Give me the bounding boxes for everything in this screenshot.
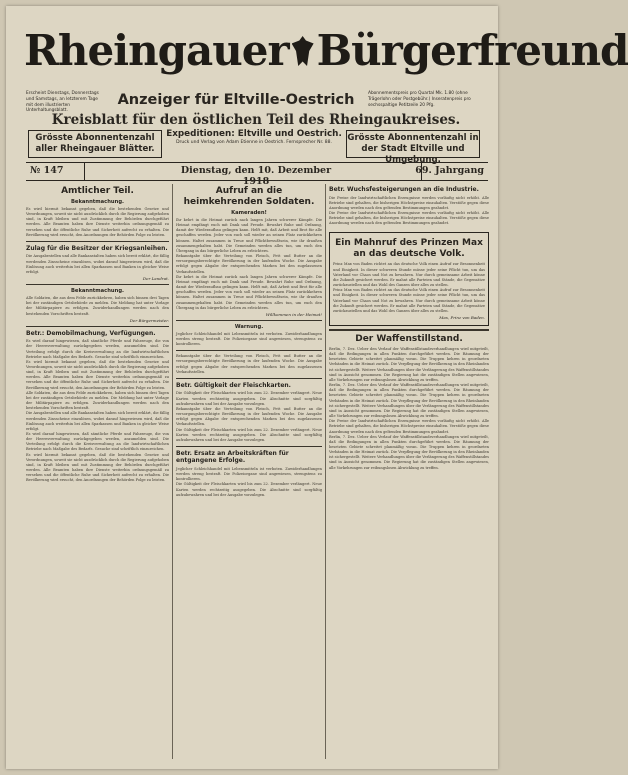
article-heading: Betr. Ersatz an Arbeitskräften für entgangene Erfolge. xyxy=(176,449,289,465)
article-text: Die Ausgabestellen und alle Bankanstalten haben sich bereit erklärt, die fällig werdenden Zinsscheine einzulösen, wobei darauf hingewiesen wird, daß die Einlösung auch weiterhin bei allen Sparkassen und Banken in gleicher Weise erfolgt. xyxy=(26,411,169,431)
box-right: Grösste Abonnentenzahl in der Stadt Eltville und Umgebung. xyxy=(346,130,480,158)
article-text: Alle Soldaten, die aus dem Felde zurückkehren, haben sich binnen drei Tagen bei der zuständigen Ortsbehörde zu melden. Die Meldung hat unter Vorlage der Militärpapiere zu erfolgen. Zuwiderhandlungen werden nach den bestehenden Vorschriften bestraft. xyxy=(26,390,169,411)
masthead-subtitle: Anzeiger für Eltville-Oestrich xyxy=(117,92,355,108)
article-heading: Ein Mahnruf des Prinzen Max an das deutsche Volk. xyxy=(335,238,483,260)
article-text: Ihr kehrt in die Heimat zurück nach langen Jahren schwerer Kämpfe. Die Heimat empfängt euch mit Dank und Freude. Bewahrt Ruhe und Ordnung, damit der Wiederaufbau gelingen kann. Helft mit, daß Arbeit und Brot für alle geschaffen werden. Jeder von euch soll wieder an seinen Platz zurückkehren können. Haltet zusammen in Treue und Pflichtbewußtsein, wie ihr draußen zusammengehalten habt. Die Gemeinden werden alles tun, um euch den Übergang in das bürgerliche Leben zu erleichtern. xyxy=(176,274,322,310)
article-heading: Zulag für die Besitzer der Kriegsanleihen. xyxy=(26,244,168,252)
divider xyxy=(26,241,169,242)
issue-number: № 147 xyxy=(30,165,64,176)
title-right: Bürgerfreund xyxy=(316,26,628,75)
article-subheading: Bekanntmachung. xyxy=(70,288,125,295)
article-text: Die Gültigkeit der Fleischkarten wird bis zum 22. Dezember verlängert. Neue Karten werden rechtzeitig ausgegeben. Die Abschnitte sind sorgfältig aufzubewahren und bei der Ausgabe vorzulegen. xyxy=(176,391,322,406)
article-text: Die Gültigkeit der Fleischkarten wird bis zum 22. Dezember verlängert. Neue Karten werden rechtzeitig ausgegeben. Die Abschnitte sind sorgfältig aufzubewahren und bei der Ausgabe vorzulegen. xyxy=(176,482,322,497)
divider xyxy=(176,320,322,321)
article-text: Jeglicher Schleichhandel mit Lebensmitteln ist verboten. Zuwiderhandlungen werden streng bestraft. Die Polizeiorgane sind angewiesen, strengstens zu kontrollieren. xyxy=(176,466,322,482)
issue-date: Dienstag, den 10. Dezember 1918 xyxy=(180,165,332,187)
column-1 xyxy=(26,184,169,759)
article-subheading: Kameraden! xyxy=(231,210,267,216)
divider xyxy=(176,446,322,447)
masthead-title xyxy=(24,20,628,79)
article-heading: Aufruf an die heimkehrenden Soldaten. xyxy=(183,186,315,207)
article-text: Es wird hiermit bekannt gegeben, daß die bestehenden Gesetze und Verordnungen, soweit sie nicht ausdrücklich durch die Regierung aufgehoben sind, in Kraft bleiben und mit Zustimmung der Behörden durchgeführt werden. Alle Beamten haben ihre Dienste weiterhin ordnungsgemäß zu versehen und die öffentliche Ruhe und Sicherheit aufrecht zu erhalten. Die Bevölkerung wird ersucht, den Anordnungen der Behörden Folge zu leisten. xyxy=(26,452,169,483)
article-heading: Betr. Gültigkeit der Fleischkarten. xyxy=(176,381,291,389)
article-text: Es wird darauf hingewiesen, daß sämtliche Pferde und Fahrzeuge, die von der Heeresverwaltung zurückgegeben werden, anzumelden sind. Die Verteilung erfolgt durch die Kreisverwaltung an die landwirtschaftlichen Betriebe nach Maßgabe des Bedarfs. Gesuche sind schriftlich einzureichen. xyxy=(26,339,169,359)
article-text: Berlin, 7. Dez. Ueber den Verlauf der Waffenstillstandsverhandlungen wird mitgeteilt, daß die Bedingungen in allen Punkten durchgeführt werden. Die Räumung der besetzten Gebiete schreitet planmäßig voran. Die Truppen kehren in geordneten Verbänden in die Heimat zurück. Die Verpflegung der Bevölkerung in den Rheinlanden ist sichergestellt. Weitere Verhandlungen über die Verlängerung des Waffenstillstandes sind in Aussicht genommen. Die Regierung hat die zuständigen Stellen angewiesen, alle Vorkehrungen zur reibungslosen Abwicklung zu treffen. xyxy=(329,434,489,470)
divider xyxy=(176,350,322,351)
article-text: Bekanntgabe über die Verteilung von Fleisch, Fett und Butter an die versorgungsberechtigte Bevölkerung in der laufenden Woche. Die Ausgabe erfolgt gegen Abgabe der entsprechenden Marken bei den zugelassenen Verkaufsstellen. xyxy=(176,254,322,274)
article-text: Die Ausgabestellen und alle Bankanstalten haben sich bereit erklärt, die fällig werdenden Zinsscheine einzulösen, wobei darauf hingewiesen wird, daß die Einlösung auch weiterhin bei allen Sparkassen und Banken in gleicher Weise erfolgt. xyxy=(26,254,169,274)
framed-article xyxy=(329,232,489,326)
column-3 xyxy=(329,184,489,759)
article-text: Prinz Max von Baden richtet an das deutsche Volk einen Aufruf zur Besonnenheit und Einigkeit. In dieser schweren Stunde müsse jeder seine Pflicht tun, um das Vaterland vor Chaos und Not zu bewahren. Nur durch gemeinsame Arbeit könne die Zukunft gesichert werden. Er mahnt alle Parteien und Stände, die Gegensätze zurückzustellen und das Wohl des Ganzen über alles zu stellen. xyxy=(333,262,485,288)
expeditionen xyxy=(166,129,342,146)
article-subheading: Warnung. xyxy=(234,323,264,330)
article-text: Es wird darauf hingewiesen, daß sämtliche Pferde und Fahrzeuge, die von der Heeresverwaltung zurückgegeben werden, anzumelden sind. Die Verteilung erfolgt durch die Kreisverwaltung an die landwirtschaftlichen Betriebe nach Maßgabe des Bedarfs. Gesuche sind schriftlich einzureichen. xyxy=(26,432,169,452)
expeditionen-title: Expeditionen: Eltville und Oestrich. xyxy=(166,129,342,139)
box-left: Grösste Abonnentenzahl aller Rheingauer Blätter. xyxy=(28,130,162,158)
date-bar xyxy=(26,162,488,187)
eagle-emblem-icon xyxy=(292,36,314,66)
signature: Max, Prinz von Baden. xyxy=(439,315,485,320)
article-text: Die Preise der landwirtschaftlichen Erzeugnisse werden vorläufig nicht erhöht. Alle Betriebe sind gehalten, die bisherigen Höchstpreise einzuhalten. Verstöße gegen diese Anordnung werden nach den geltenden Bestimmungen geahndet. xyxy=(329,419,489,434)
article-text: Es wird hiermit bekannt gegeben, daß die bestehenden Gesetze und Verordnungen, soweit sie nicht ausdrücklich durch die Regierung aufgehoben sind, in Kraft bleiben und mit Zustimmung der Behörden durchgeführt werden. Alle Beamten haben ihre Dienste weiterhin ordnungsgemäß zu versehen und die öffentliche Ruhe und Sicherheit aufrecht zu erhalten. Die Bevölkerung wird ersucht, den Anordnungen der Behörden Folge zu leisten. xyxy=(26,359,169,390)
signature: Willkommen in der Heimat! xyxy=(265,311,322,317)
signature: Der Landrat. xyxy=(142,276,169,282)
article-text: Es wird hiermit bekannt gegeben, daß die bestehenden Gesetze und Verordnungen, soweit sie nicht ausdrücklich durch die Regierung aufgehoben sind, in Kraft bleiben und mit Zustimmung der Behörden durchgeführt werden. Alle Beamten haben ihre Dienste weiterhin ordnungsgemäß zu versehen und die öffentliche Ruhe und Sicherheit aufrecht zu erhalten. Die Bevölkerung wird ersucht, den Anordnungen der Behörden Folge zu leisten. xyxy=(26,207,169,237)
article-text: Bekanntgabe über die Verteilung von Fleisch, Fett und Butter an die versorgungsberechtigte Bevölkerung in der laufenden Woche. Die Ausgabe erfolgt gegen Abgabe der entsprechenden Marken bei den zugelassenen Verkaufsstellen. xyxy=(176,354,322,374)
divider xyxy=(26,284,169,285)
column-rule xyxy=(325,184,326,759)
signature: Der Bürgermeister. xyxy=(129,317,169,323)
article-text: Bekanntgabe über die Verteilung von Fleisch, Fett und Butter an die versorgungsberechtigte Bevölkerung in der laufenden Woche. Die Ausgabe erfolgt gegen Abgabe der entsprechenden Marken bei den zugelassenen Verkaufsstellen. xyxy=(176,406,322,427)
article-subheading: Bekanntmachung. xyxy=(70,199,125,205)
price-note: Abonnementspreis pro Quartal Mk. 1.80 (ohne Trägerlohn oder Postgebühr.) Inseratenpreis pro sechsspaltige Petitzeile 20 Pfg. xyxy=(368,91,471,108)
article-text: Die Preise der landwirtschaftlichen Erzeugnisse werden vorläufig nicht erhöht. Alle Betriebe sind gehalten, die bisherigen Höchstpreise einzuhalten. Verstöße gegen diese Anordnung werden nach den geltenden Bestimmungen geahndet. xyxy=(329,195,489,210)
article-heading: Betr. Wuchsfesteigerungen an die Industrie. xyxy=(329,186,479,193)
publication-note: Erscheint Dienstags, Donnerstags und Samstags, an letzterem Tage mit dem illustrierten Unterhaltungsblatt. xyxy=(26,91,99,114)
newspaper-page xyxy=(6,6,628,769)
divider xyxy=(26,326,169,327)
article-text: Jeglicher Schleichhandel mit Lebensmitteln ist verboten. Zuwiderhandlungen werden streng bestraft. Die Polizeiorgane sind angewiesen, strengstens zu kontrollieren. xyxy=(176,331,322,347)
article-text: Die Preise der landwirtschaftlichen Erzeugnisse werden vorläufig nicht erhöht. Alle Betriebe sind gehalten, die bisherigen Höchstpreise einzuhalten. Verstöße gegen diese Anordnung werden nach den geltenden Bestimmungen geahndet. xyxy=(329,210,489,226)
druck-line: Druck und Verlag von Adam Etienne in Oestrich. Fernsprecher Nr. 88. xyxy=(176,140,332,145)
article-heading: Betr.: Demobilmachung, Verfügungen. xyxy=(26,329,156,337)
article-text: Berlin, 7. Dez. Ueber den Verlauf der Waffenstillstandsverhandlungen wird mitgeteilt, daß die Bedingungen in allen Punkten durchgeführt werden. Die Räumung der besetzten Gebiete schreitet planmäßig voran. Die Truppen kehren in geordneten Verbänden in die Heimat zurück. Die Verpflegung der Bevölkerung in den Rheinlanden ist sichergestellt. Weitere Verhandlungen über die Verlängerung des Waffenstillstandes sind in Aussicht genommen. Die Regierung hat die zuständigen Stellen angewiesen, alle Vorkehrungen zur reibungslosen Abwicklung zu treffen. xyxy=(329,383,489,419)
title-left: Rheingauer xyxy=(24,26,289,75)
column-rule xyxy=(172,184,173,759)
column-2 xyxy=(176,184,322,759)
section-heading: Amtlicher Teil. xyxy=(61,186,134,196)
article-text: Die Gültigkeit der Fleischkarten wird bis zum 22. Dezember verlängert. Neue Karten werden rechtzeitig ausgegeben. Die Abschnitte sind sorgfältig aufzubewahren und bei der Ausgabe vorzulegen. xyxy=(176,427,322,442)
jahrgang: 69. Jahrgang xyxy=(415,165,484,176)
kreisblatt-line: Kreisblatt für den östlichen Teil des Rheingaukreises. xyxy=(51,112,461,128)
article-text: Ihr kehrt in die Heimat zurück nach langen Jahren schwerer Kämpfe. Die Heimat empfängt euch mit Dank und Freude. Bewahrt Ruhe und Ordnung, damit der Wiederaufbau gelingen kann. Helft mit, daß Arbeit und Brot für alle geschaffen werden. Jeder von euch soll wieder an seinen Platz zurückkehren können. Haltet zusammen in Treue und Pflichtbewußtsein, wie ihr draußen zusammengehalten habt. Die Gemeinden werden alles tun, um euch den Übergang in das bürgerliche Leben zu erleichtern. xyxy=(176,218,322,253)
date-bar-divider xyxy=(84,163,85,180)
masthead xyxy=(24,20,628,90)
divider xyxy=(176,378,322,379)
article-heading: Der Waffenstillstand. xyxy=(355,334,463,344)
article-text: Alle Soldaten, die aus dem Felde zurückkehren, haben sich binnen drei Tagen bei der zuständigen Ortsbehörde zu melden. Die Meldung hat unter Vorlage der Militärpapiere zu erfolgen. Zuwiderhandlungen werden nach den bestehenden Vorschriften bestraft. xyxy=(26,296,169,316)
article-text: Prinz Max von Baden richtet an das deutsche Volk einen Aufruf zur Besonnenheit und Einigkeit. In dieser schweren Stunde müsse jeder seine Pflicht tun, um das Vaterland vor Chaos und Not zu bewahren. Nur durch gemeinsame Arbeit könne die Zukunft gesichert werden. Er mahnt alle Parteien und Stände, die Gegensätze zurückzustellen und das Wohl des Ganzen über alles zu stellen. xyxy=(333,288,485,313)
divider xyxy=(329,329,489,331)
article-text: Berlin, 7. Dez. Ueber den Verlauf der Waffenstillstandsverhandlungen wird mitgeteilt, daß die Bedingungen in allen Punkten durchgeführt werden. Die Räumung der besetzten Gebiete schreitet planmäßig voran. Die Truppen kehren in geordneten Verbänden in die Heimat zurück. Die Verpflegung der Bevölkerung in den Rheinlanden ist sichergestellt. Weitere Verhandlungen über die Verlängerung des Waffenstillstandes sind in Aussicht genommen. Die Regierung hat die zuständigen Stellen angewiesen, alle Vorkehrungen zur reibungslosen Abwicklung zu treffen. xyxy=(329,347,489,382)
